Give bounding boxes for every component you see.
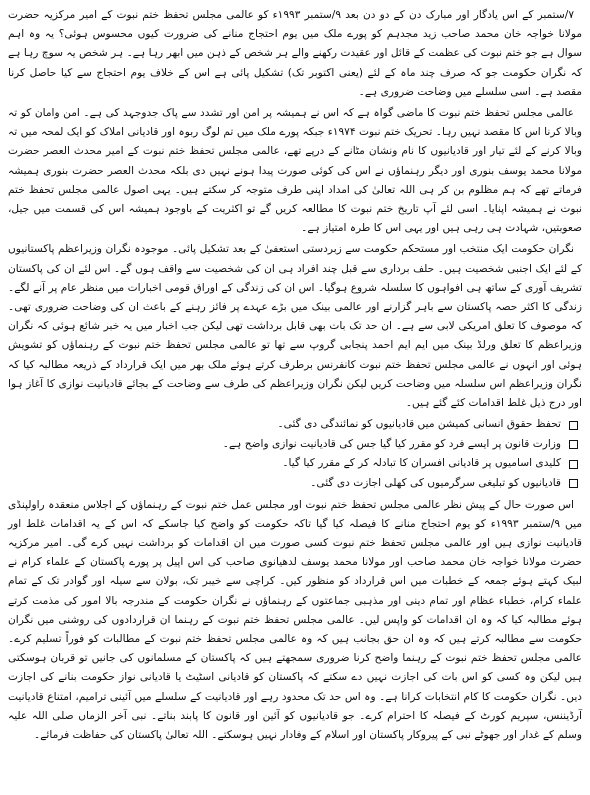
list-item (8, 454, 578, 474)
list-item (8, 474, 578, 494)
paragraph-closing: اس صورت حال کے پیش نظر عالمی مجلس تحفظ ختم نبوت اور مجلس عمل ختم نبوت کے رہنماؤں کے اجلاس منعقدہ راولپنڈی میں ۹/ستمبر ۱۹۹۳ء کو یوم احتجاج منانے کا فیصلہ کیا گیا تاکہ حکومت کو واضح کیا جاسکے کہ اس کے یہ اقدامات غلط اور قادیانیت نوازی ہیں اور عالمی مجلس تحفظ ختم نبوت کسی صورت میں ان اقدامات کو برداشت نہیں کرے گی۔ امیر مرکزیہ حضرت مولانا خواجہ خان محمد صاحب اور مولانا محمد یوسف لدھیانوی صاحب کی اس اپیل پر پورے پاکستان کے علماء کرام نے لبیک کہتے ہوئے جمعہ کے خطبات میں اس قرارداد کو منظور کیں۔ کراچی سے خیبر تک، بولان سے سیلہ اور گوادر تک کے تمام علماء کرام، خطباء عظام اور تمام دینی اور مذہبی جماعتوں کے رہنماؤں نے نگران حکومت کے مندرجہ بالا امور کی مذمت کرتے ہوئے مطالبہ کیا کہ وہ ان اقدامات کو واپس لیں۔ عالمی مجلس تحفظ ختم نبوت کے رہنما ان قراردادوں کی روشنی میں نگران حکومت سے مطالبہ کرتے ہیں کہ وہ ان حق بجانب ہیں کہ وہ عالمی مجلس تحفظ ختم نبوت کے مطالبات کو فوراً تسلیم کرے۔ عالمی مجلس تحفظ ختم نبوت کے رہنما واضح کرنا ضروری سمجھتے ہیں کہ پاکستان کے مسلمانوں کی جانیں تو قربان ہوسکتی ہیں لیکن وہ کسی کو اس بات کی اجازت نہیں دے سکتے کہ پاکستان کو قادیانی اسٹیٹ یا قادیانی نواز حکومت بنانے کی اجازت دیں۔ نگران حکومت کا کام انتخابات کرانا ہے۔ وہ اس حد تک محدود رہے اور قادیانیت کے سلسلے میں آئینی ترامیم، امتناع قادیانیت آرڈیننس، سپریم کورٹ کے فیصلہ کا احترام کرے۔ جو قادیانیوں کو آئین اور قانون کا پابند بناتے۔ نبی آخر الزماں صلی اللہ علیہ وسلم کے غدار اور جھوٹے نبی کے پیروکار پاکستان اور اسلام کے وفادار نہیں ہوسکتے۔ اللہ تعالیٰ پاکستان کی حفاظت فرمائے۔ (8, 498, 582, 742)
checkbox-bullet-icon (569, 440, 578, 449)
list-item-text: کلیدی اسامیوں پر قادیانی افسران کا تبادلہ کر کے مقرر کیا گیا۔ (282, 457, 561, 470)
paragraph-caretaker-government: نگران حکومت ایک منتخب اور مستحکم حکومت سے زبردستی استعفیٰ کے بعد تشکیل پائی۔ موجودہ نگران وزیراعظم پاکستانیوں کے لئے ایک اجنبی شخصیت ہیں۔ حلف برداری سے قبل چند افراد ہی ان کی شخصیت سے واقف ہوں گے۔ اس لئے ان کی پاکستان تشریف آوری کے ساتھ ہی افواہوں کا سلسلہ شروع ہوگیا۔ اس ان کی زندگی کے اوراق قومی اخبارات میں منظر عام پر آنے لگے۔ زندگی کا اکثر حصہ پاکستان سے باہر گزارنے اور عالمی بینک میں بڑے عہدے پر فائز رہنے کے باعث ان کی وضاحت ضروری تھی۔ کہ موصوف کا تعلق امریکی لابی سے ہے۔ ان حد تک بات بھی قابل برداشت تھی لیکن جب اخبار میں یہ خبر شائع ہوئی کہ نگران وزیراعظم کا تعلق ورلڈ بینک میں ایم ایم احمد پنجابی گروپ سے تھا تو عالمی مجلس تحفظ ختم نبوت کے رہنماؤں کو تشویش ہوئی اور انہوں نے عالمی مجلس تحفظ ختم نبوت کانفرنس برطرف کرتے ہوئے ملک بھر میں ایک قرارداد کے ذریعہ مطالبہ کیا کہ نگران وزیراعظم اس سلسلہ میں وضاحت کریں لیکن نگران وزیراعظم کی طرف سے وضاحت کے بجائے قادیانیت نوازی کا آغاز ہوا اور درج ذیل غلط اقدامات کئے گئے ہیں۔ (8, 243, 582, 410)
list-item-text: وزارت قانون پر ایسے فرد کو مقرر کیا گیا جس کی قادیانیت نوازی واضح ہے۔ (222, 437, 561, 450)
actions-list (8, 415, 582, 493)
paragraph-history: عالمی مجلس تحفظ ختم نبوت کا ماضی گواہ ہے کہ اس نے ہمیشہ پر امن اور تشدد سے پاک جدوجہد کی ہے۔ امن وامان کو تہ وبالا کرنا اس کا مقصد نہیں رہا۔ تحریک ختم نبوت ۱۹۷۴ء جبکہ پورے ملک میں تم لوگ ربوہ اور قادیانی املاک کو ایک لمحہ میں تہ وبالا کرنے کے لئے تیار اور قادیانیوں کا نام ونشان مٹانے کے درپے تھے، عالمی مجلس تحفظ ختم نبوت کے امیر محدث العصر حضرت مولانا محمد یوسف بنوری اور دیگر رہنماؤں نے اس کی کوئی صورت پیدا ہونے نہیں دی بلکہ محدث العصر حضرت بنوری ہمیشہ فرماتے تھے کہ ہم مظلوم بن کر ہی اللہ تعالیٰ کی امداد اپنی طرف متوجہ کر سکتے ہیں۔ یہی اصول عالمی مجلس تحفظ ختم نبوت نے ہمیشہ اپنایا۔ اسی لئے آپ تاریخ ختم نبوت کا مطالعہ کریں گے تو اکثریت کے باوجود ہمیشہ اس کی قسمت میں جیل، صعوبتیں، شہادت ہی رہی ہیں اور یہی اس کا طرہ امتیاز ہے۔ (8, 107, 582, 235)
checkbox-bullet-icon (569, 421, 578, 430)
list-item-text: تحفظ حقوق انسانی کمیشن میں قادیانیوں کو نمائندگی دی گئی۔ (277, 418, 561, 431)
paragraph-intro: ۷/ستمبر کے اس یادگار اور مبارک دن کے دو دن بعد ۹/ستمبر ۱۹۹۳ء کو عالمی مجلس تحفظ ختم نبوت کے امیر مرکزیہ حضرت مولانا خواجہ خان محمد صاحب زید مجدہم کو پورے ملک میں یوم احتجاج منانے کی ضرورت کیوں محسوس ہوئی؟ یہ وہ اہم سوال ہے جو ختم نبوت کی عظمت کے قائل اور عقیدت رکھنے والے ہر شخص کے ذہن میں ابھر رہا ہے۔ ہر شخص یہ سوچ رہا ہے کہ نگران حکومت جو کہ صرف چند ماہ کے لئے (یعنی اکتوبر تک) تشکیل پائی ہے اس کے خلاف یوم احتجاج سے کیا حاصل کرنا مقصد ہے۔ اسی سلسلے میں وضاحت ضروری ہے۔ (8, 9, 582, 98)
list-item (8, 435, 578, 455)
checkbox-bullet-icon (569, 460, 578, 469)
list-item-text: قادیانیوں کو تبلیغی سرگرمیوں کی کھلی اجازت دی گئی۔ (310, 477, 561, 490)
list-item (8, 415, 578, 435)
checkbox-bullet-icon (569, 479, 578, 488)
